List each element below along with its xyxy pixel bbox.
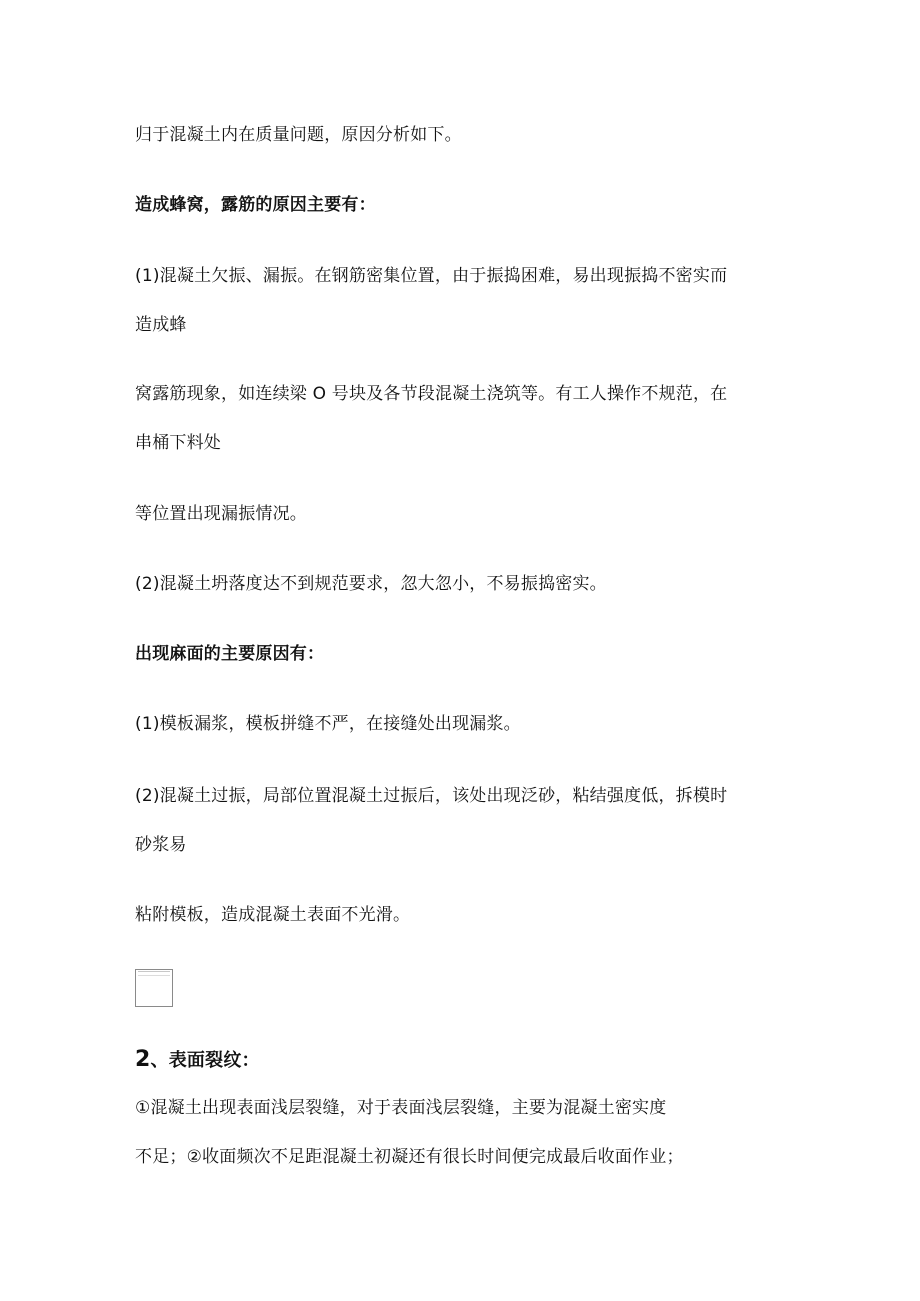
embedded-image-thumbnail: [135, 969, 173, 1007]
paragraph-pitting-cause-2-line-2: 砂浆易: [135, 835, 187, 855]
image-placeholder-lines: [138, 971, 170, 976]
heading-honeycomb-causes: 造成蜂窝，露筋的原因主要有：: [135, 195, 376, 215]
heading-surface-cracks: [135, 1048, 260, 1073]
paragraph-pitting-cause-1: (1)模板漏浆，模板拼缝不严，在接缝处出现漏浆。: [135, 714, 521, 734]
paragraph-cause-1-line-3: 窝露筋现象，如连续梁 O 号块及各节段混凝土浇筑等。有工人操作不规范，在: [135, 384, 728, 404]
paragraph-cause-1-line-2: 造成蜂: [135, 315, 187, 335]
paragraph-pitting-cause-2-line-3: 粘附模板，造成混凝土表面不光滑。: [135, 905, 411, 925]
paragraph-cause-1-line-1: (1)混凝土欠振、漏振。在钢筋密集位置，由于振捣困难，易出现振捣不密实而: [135, 266, 728, 286]
paragraph-pitting-cause-2-line-1: (2)混凝土过振，局部位置混凝土过振后，该处出现泛砂，粘结强度低，拆模时: [135, 786, 728, 806]
heading-number: 2: [135, 1047, 151, 1072]
paragraph-cause-1-line-4: 串桶下料处: [135, 433, 221, 453]
paragraph-cause-2: (2)混凝土坍落度达不到规范要求，忽大忽小，不易振捣密实。: [135, 574, 607, 594]
heading-text: 、表面裂纹：: [150, 1050, 260, 1071]
paragraph-intro: 归于混凝土内在质量问题，原因分析如下。: [135, 125, 462, 145]
paragraph-cracks-line-2: 不足；②收面频次不足距混凝土初凝还有很长时间便完成最后收面作业；: [135, 1147, 684, 1167]
heading-pitting-causes: 出现麻面的主要原因有：: [135, 644, 325, 664]
paragraph-cause-1-line-5: 等位置出现漏振情况。: [135, 504, 307, 524]
paragraph-cracks-line-1: ①混凝土出现表面浅层裂缝，对于表面浅层裂缝，主要为混凝土密实度: [135, 1098, 667, 1118]
